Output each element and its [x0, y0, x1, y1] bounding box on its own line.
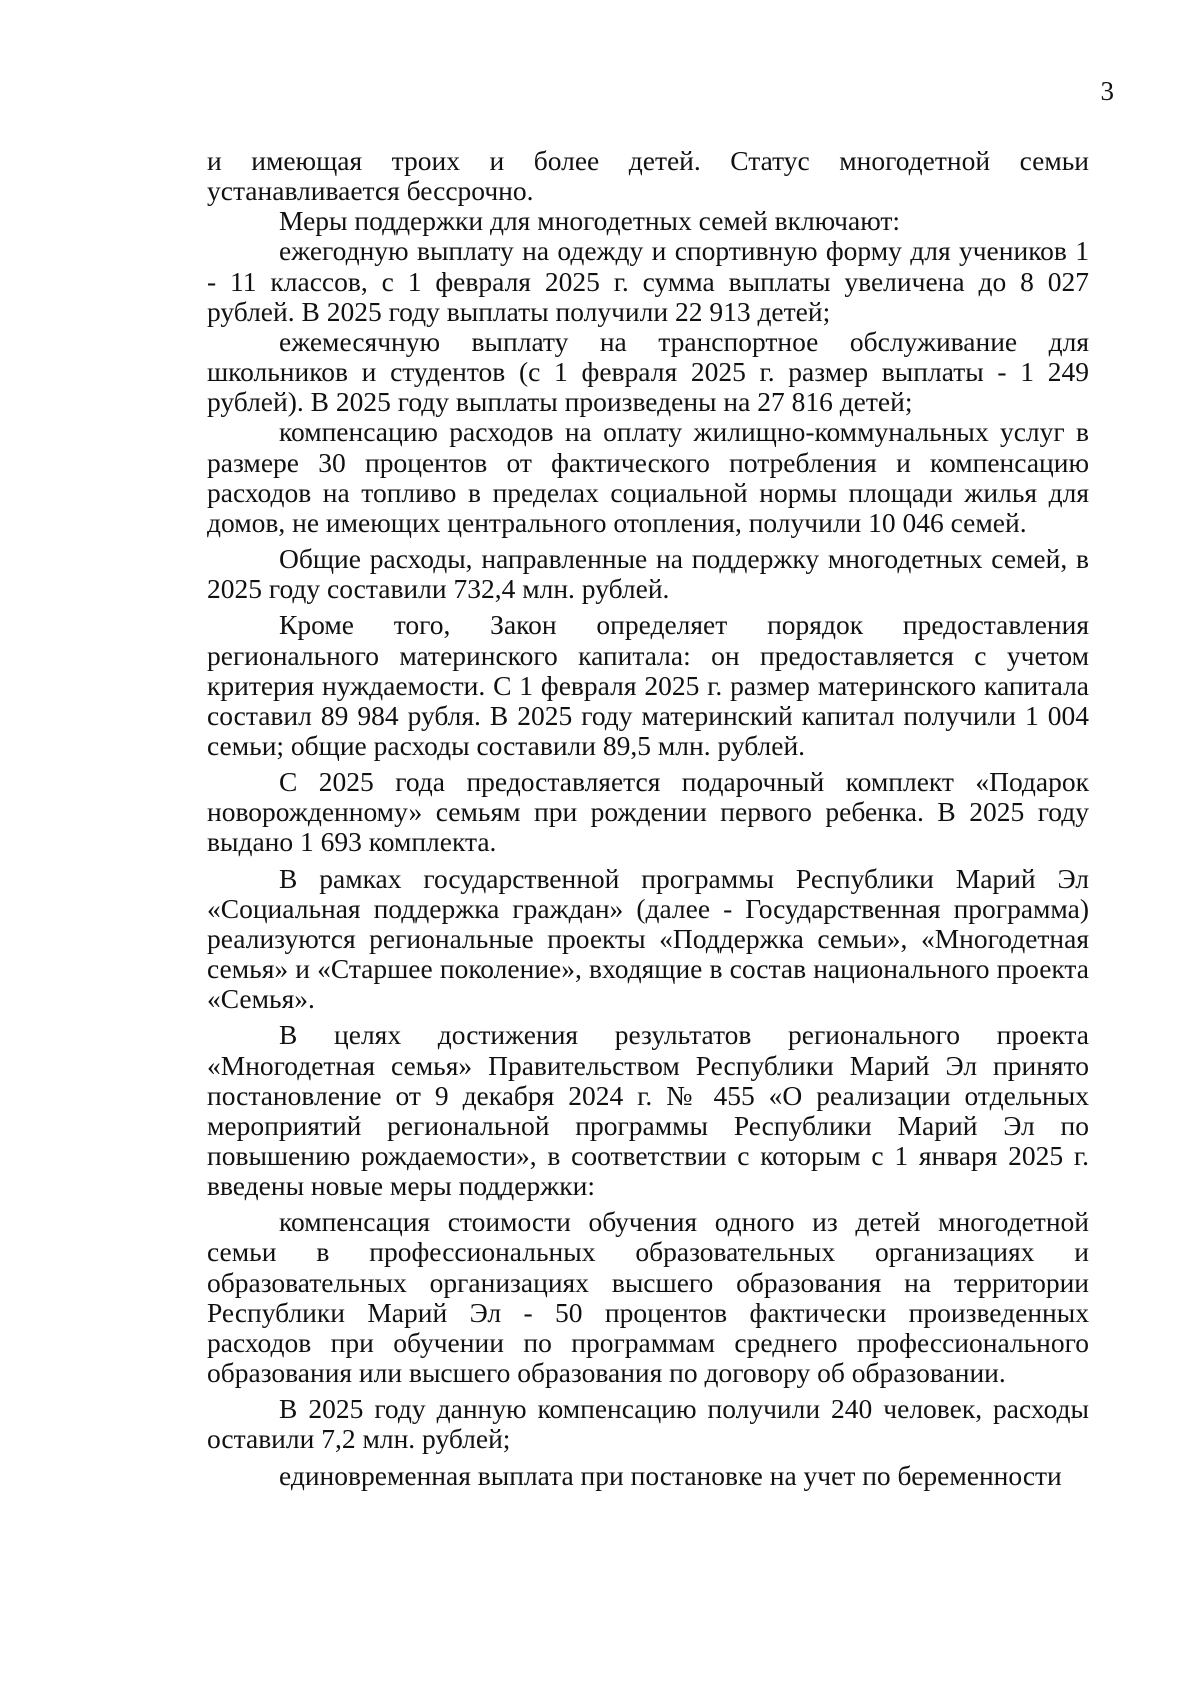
paragraph-compensation-recipients: В 2025 году данную компенсацию получили 240 человек, расходы оставили 7,2 млн. рублей;	[207, 1393, 1089, 1455]
paragraph-state-program: В рамках государственной программы Республики Марий Эл «Социальная поддержка граждан» (далее - Государственная программа) реализуются региональные проекты «Поддержка семьи», «Многодетная семья» и «Старшее поколение», входящие в состав национального проекта «Семья».	[207, 862, 1089, 1015]
paragraph-clothing-payment: ежегодную выплату на одежду и спортивную форму для учеников 1 - 11 классов, с 1 февраля 2025 г. сумма выплаты увеличена до 8 027 рублей. В 2025 году выплаты получили 22 913 детей;	[207, 235, 1089, 327]
document-body	[207, 146, 1089, 1491]
paragraph-education-compensation: компенсация стоимости обучения одного из детей многодетной семьи в профессиональных образовательных организациях и образовательных организациях высшего образования на территории Республики Марий Эл - 50 процентов фактически произведенных расходов при обучении по программам среднего профессионального образования или высшего образования по договору об образовании.	[207, 1206, 1089, 1389]
paragraph-pregnancy-payment: единовременная выплата при постановке на учет по беременности	[279, 1459, 1062, 1491]
paragraph-newborn-gift: С 2025 года предоставляется подарочный комплект «Подарок новорожденному» семьям при рождении первого ребенка. В 2025 году выдано 1 693 комплекта.	[207, 766, 1089, 858]
paragraph-large-family-project: В целях достижения результатов регионального проекта «Многодетная семья» Правительством Республики Марий Эл принято постановление от 9 декабря 2024 г. № 455 «О реализации отдельных мероприятий региональной программы Республики Марий Эл по повышению рождаемости», в соответствии с которым с 1 января 2025 г. введены новые меры поддержки:	[207, 1019, 1089, 1202]
paragraph-support-measures-intro: Меры поддержки для многодетных семей включают:	[279, 205, 901, 237]
paragraph-total-expenses: Общие расходы, направленные на поддержку многодетных семей, в 2025 году составили 732,4 млн. рублей.	[207, 543, 1089, 605]
page-number: 3	[1100, 76, 1114, 106]
paragraph-maternity-capital: Кроме того, Закон определяет порядок предоставления регионального материнского капитала: он предоставляется с учетом критерия нуждаемости. С 1 февраля 2025 г. размер материнского капитала составил 89 984 рубля. В 2025 году материнский капитал получили 1 004 семьи; общие расходы составили 89,5 млн. рублей.	[207, 609, 1089, 761]
paragraph-transport-payment: ежемесячную выплату на транспортное обслуживание для школьников и студентов (с 1 февраля 2025 г. размер выплаты - 1 249 рублей). В 2025 году выплаты произведены на 27 816 детей;	[207, 325, 1089, 418]
paragraph-continuation: и имеющая троих и более детей. Статус многодетной семьи устанавливается бессрочно.	[207, 145, 1089, 207]
paragraph-utilities-compensation: компенсацию расходов на оплату жилищно-коммунальных услуг в размере 30 процентов от фактического потребления и компенсацию расходов на топливо в пределах социальной нормы площади жилья для домов, не имеющих центрального отопления, получили 10 046 семей.	[207, 416, 1089, 538]
